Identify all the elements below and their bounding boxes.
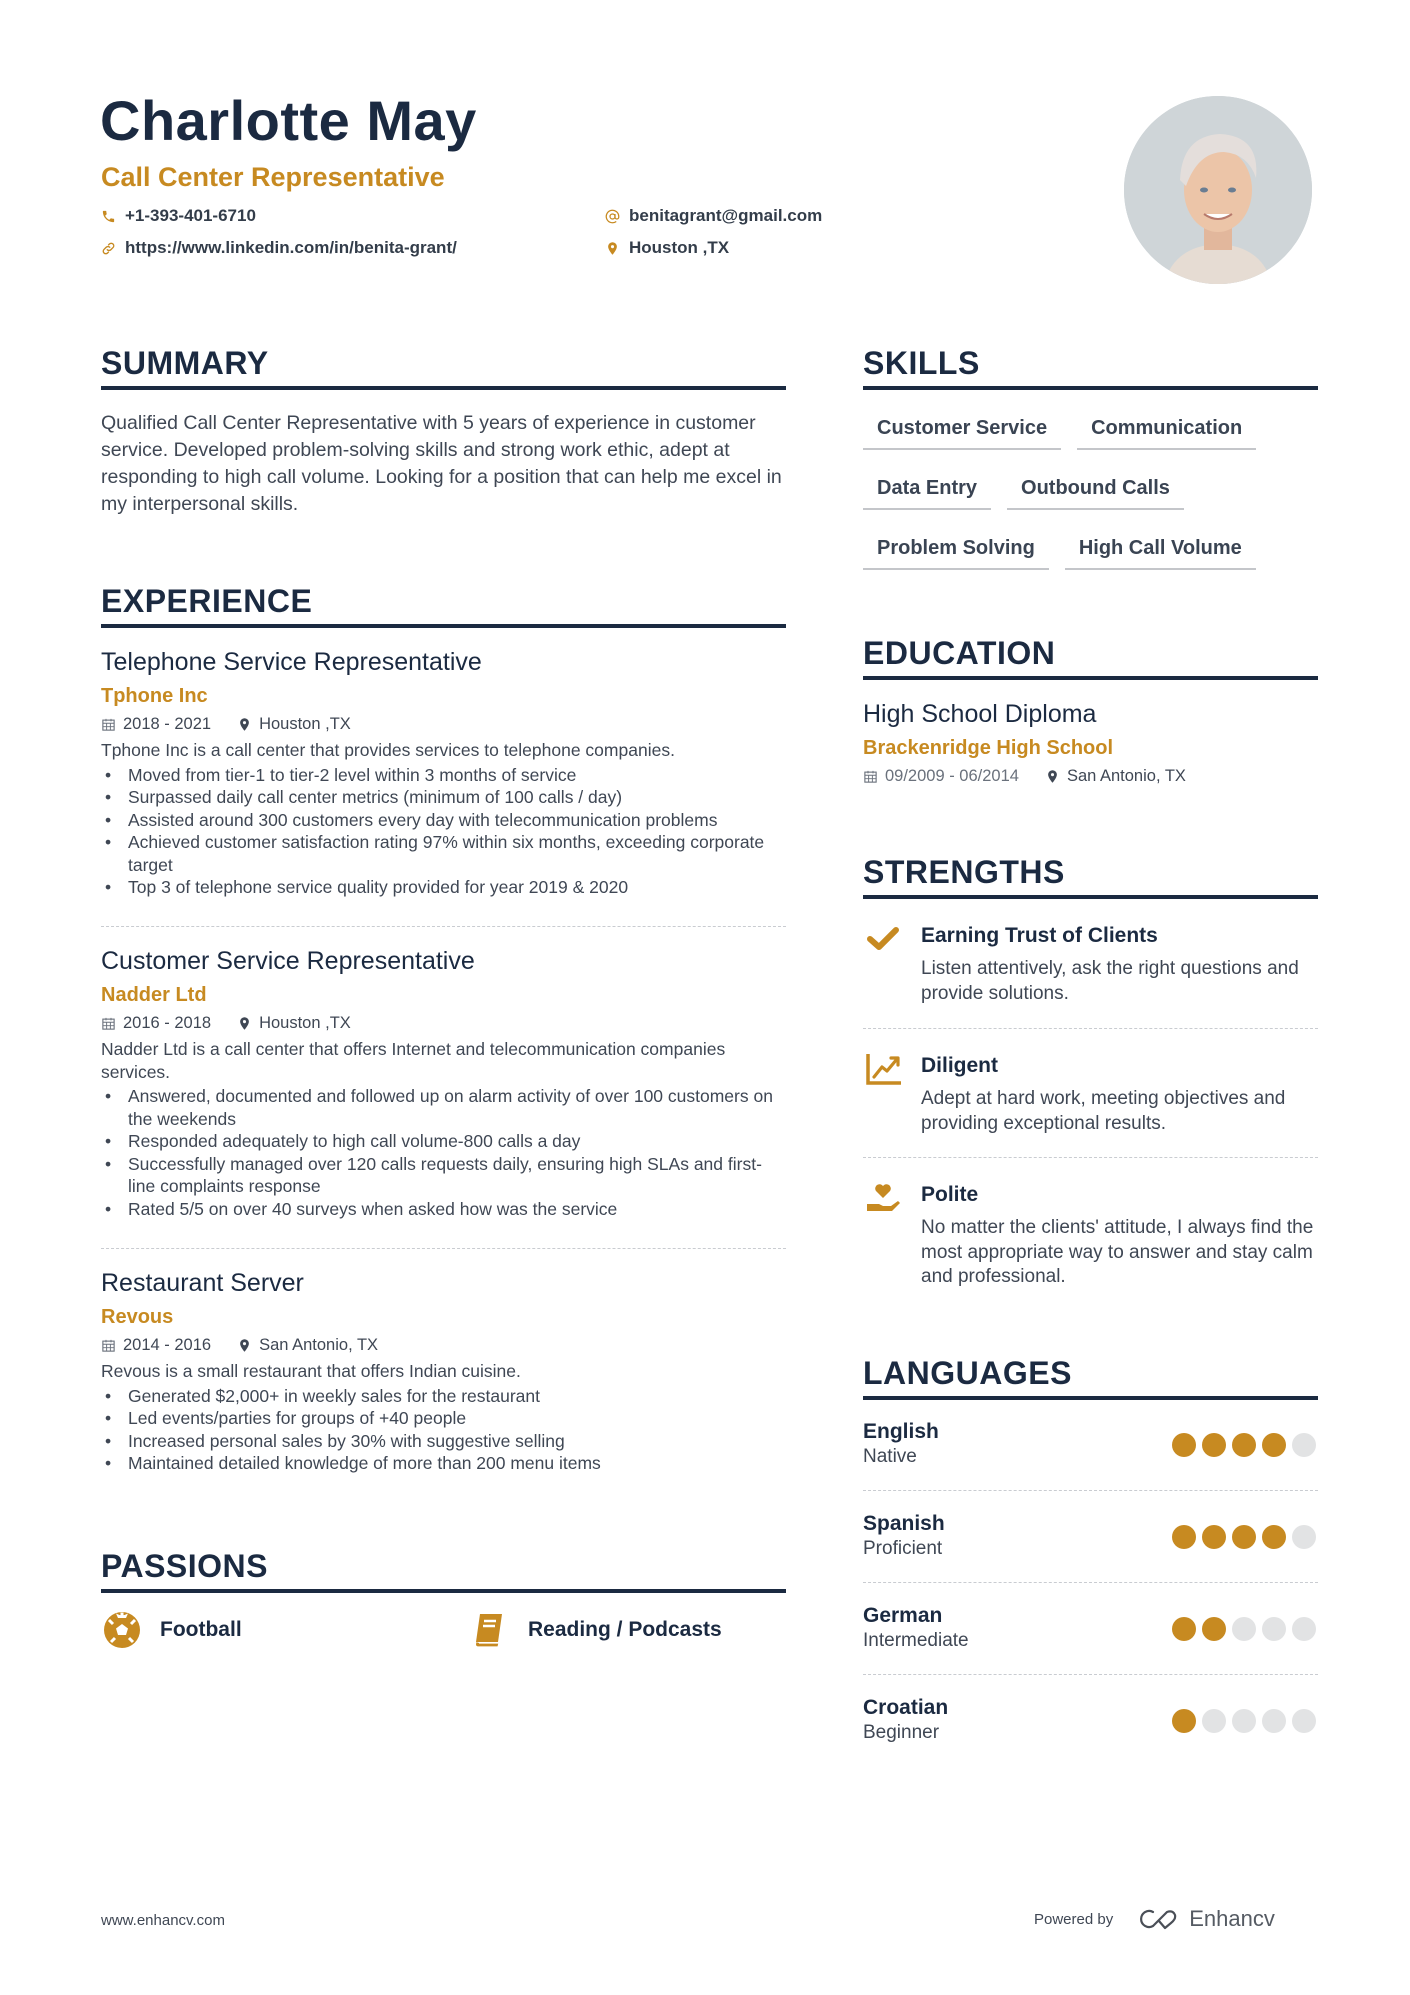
achievement-list: [101, 764, 786, 899]
email-link[interactable]: benitagrant@gmail.com: [629, 206, 823, 225]
proficiency-dots: [1172, 1709, 1316, 1733]
experience-divider: [101, 624, 786, 628]
company-name: Tphone Inc: [101, 685, 208, 707]
strengths-heading: STRENGTHS: [863, 854, 1065, 890]
linkedin-link[interactable]: https://www.linkedin.com/in/benita-grant/: [125, 238, 457, 257]
job-dates: 2014 - 2016: [101, 1333, 211, 1357]
job-entry: [101, 945, 786, 1220]
achievement-list: [101, 1385, 786, 1475]
strengths-divider: [863, 895, 1318, 899]
rating-dot-empty: [1262, 1709, 1286, 1733]
experience-heading: EXPERIENCE: [101, 583, 313, 619]
job-title: Restaurant Server: [101, 1269, 304, 1297]
language-separator: [863, 1582, 1318, 1583]
job-location: San Antonio, TX: [237, 1333, 378, 1357]
skill-tag: Problem Solving: [863, 532, 1049, 570]
rating-dot-empty: [1232, 1709, 1256, 1733]
skills-divider: [863, 386, 1318, 390]
skills-heading: SKILLS: [863, 345, 980, 381]
rating-dot-filled: [1262, 1433, 1286, 1457]
language-separator: [863, 1674, 1318, 1675]
job-title: Telephone Service Representative: [101, 648, 482, 676]
passions-heading: PASSIONS: [101, 1548, 268, 1584]
strength-separator: [863, 1028, 1318, 1029]
rating-dot-filled: [1232, 1525, 1256, 1549]
contact-email[interactable]: [605, 206, 822, 226]
map-pin-icon: [1045, 769, 1060, 784]
skill-tag: Data Entry: [863, 472, 991, 510]
trending-chart-icon: [865, 1053, 901, 1085]
passion-item: [102, 1610, 242, 1650]
portrait-illustration: [1124, 96, 1312, 284]
summary-text: Qualified Call Center Representative with 5 years of experience in customer service. Developed problem-solving skills and strong work ethic, adept at responding to high call volume. Looking for a position that can help me excel in my interpersonal skills.: [101, 412, 782, 515]
skill-tag: High Call Volume: [1065, 532, 1256, 570]
at-icon: [605, 209, 620, 224]
passion-label: Reading / Podcasts: [528, 1618, 722, 1641]
achievement-item: • Maintained detailed knowledge of more than 200 menu items: [101, 1452, 786, 1475]
education-entry: [863, 698, 1318, 788]
achievement-item: • Surpassed daily call center metrics (minimum of 100 calls / day): [101, 786, 786, 809]
job-title: Customer Service Representative: [101, 947, 475, 975]
company-description: Tphone Inc is a call center that provides services to telephone companies.: [101, 740, 675, 760]
company-description: Nadder Ltd is a call center that offers Internet and telecommunication companies services.: [101, 1039, 726, 1082]
skill-tag: Outbound Calls: [1007, 472, 1184, 510]
enhancv-logo[interactable]: Enhancv: [1137, 1906, 1275, 1932]
achievement-item: • Led events/parties for groups of +40 people: [101, 1407, 786, 1430]
achievement-item: • Generated $2,000+ in weekly sales for the restaurant: [101, 1385, 786, 1408]
school-name: Brackenridge High School: [863, 737, 1114, 759]
rating-dot-empty: [1292, 1617, 1316, 1641]
degree-title: High School Diploma: [863, 700, 1097, 728]
education-heading: EDUCATION: [863, 635, 1056, 671]
map-pin-icon: [605, 241, 620, 256]
book-icon: [470, 1610, 510, 1650]
contact-linkedin[interactable]: [101, 238, 457, 258]
rating-dot-empty: [1292, 1433, 1316, 1457]
footer-branding: [1034, 1906, 1275, 1932]
language-item: English Native: [863, 1418, 1318, 1469]
contact-location: [605, 238, 729, 258]
language-item: German Intermediate: [863, 1602, 1318, 1653]
enhancv-logo-icon: [1137, 1907, 1181, 1931]
calendar-icon: [863, 769, 878, 784]
phone-icon: [101, 209, 116, 224]
football-icon: [102, 1610, 142, 1650]
achievement-item: • Increased personal sales by 30% with suggestive selling: [101, 1430, 786, 1453]
map-pin-icon: [237, 717, 252, 732]
achievement-item: • Responded adequately to high call volume-800 calls a day: [101, 1130, 786, 1153]
language-item: Croatian Beginner: [863, 1694, 1318, 1745]
education-divider: [863, 676, 1318, 680]
rating-dot-filled: [1172, 1433, 1196, 1457]
rating-dot-filled: [1172, 1709, 1196, 1733]
summary-heading: SUMMARY: [101, 345, 269, 381]
company-name: Revous: [101, 1306, 174, 1328]
job-dates: 2016 - 2018: [101, 1011, 211, 1035]
skills-list: [863, 412, 1323, 592]
rating-dot-empty: [1292, 1709, 1316, 1733]
achievement-list: [101, 1085, 786, 1220]
job-meta: [101, 712, 786, 736]
language-separator: [863, 1490, 1318, 1491]
achievement-item: • Rated 5/5 on over 40 surveys when asked how was the service: [101, 1198, 786, 1221]
checkmark-icon: [865, 923, 901, 955]
calendar-icon: [101, 1338, 116, 1353]
strength-item: Diligent Adept at hard work, meeting objectives and providing exceptional results.: [863, 1051, 1318, 1136]
link-icon: [101, 241, 116, 256]
heart-hand-icon: [865, 1182, 901, 1214]
summary-divider: [101, 386, 786, 390]
rating-dot-empty: [1232, 1617, 1256, 1641]
company-description: Revous is a small restaurant that offers Indian cuisine.: [101, 1361, 521, 1381]
achievement-item: • Successfully managed over 120 calls requests daily, ensuring high SLAs and first-line complaints response: [101, 1153, 786, 1198]
achievement-item: • Answered, documented and followed up on alarm activity of over 100 customers on the weekends: [101, 1085, 786, 1130]
achievement-item: • Achieved customer satisfaction rating 97% within six months, exceeding corporate target: [101, 831, 786, 876]
achievement-item: • Top 3 of telephone service quality provided for year 2019 & 2020: [101, 876, 786, 899]
company-name: Nadder Ltd: [101, 984, 207, 1006]
location-text: Houston ,TX: [629, 238, 730, 257]
rating-dot-empty: [1202, 1709, 1226, 1733]
powered-by-text: Powered by: [1034, 1910, 1114, 1928]
achievement-item: • Assisted around 300 customers every day with telecommunication problems: [101, 809, 786, 832]
profile-photo: [1124, 96, 1312, 284]
candidate-title: Call Center Representative: [101, 162, 445, 192]
rating-dot-filled: [1262, 1525, 1286, 1549]
strength-item: Polite No matter the clients' attitude, I always find the most appropriate way to answer and stay calm and professional.: [863, 1180, 1318, 1290]
rating-dot-empty: [1262, 1617, 1286, 1641]
map-pin-icon: [237, 1338, 252, 1353]
rating-dot-filled: [1232, 1433, 1256, 1457]
proficiency-dots: [1172, 1433, 1316, 1457]
achievement-item: • Moved from tier-1 to tier-2 level within 3 months of service: [101, 764, 786, 787]
job-separator: [101, 1248, 786, 1249]
job-entry: [101, 1267, 786, 1475]
language-item: Spanish Proficient: [863, 1510, 1318, 1561]
rating-dot-filled: [1202, 1525, 1226, 1549]
job-location: Houston ,TX: [237, 1011, 351, 1035]
rating-dot-filled: [1202, 1617, 1226, 1641]
skill-tag: Communication: [1077, 412, 1256, 450]
job-entry: [101, 646, 786, 899]
contact-phone: [101, 206, 256, 226]
candidate-name: Charlotte May: [100, 89, 477, 152]
education-dates: 09/2009 - 06/2014: [863, 764, 1019, 788]
job-location: Houston ,TX: [237, 712, 351, 736]
strength-item: Earning Trust of Clients Listen attentively, ask the right questions and provide solutions.: [863, 921, 1318, 1006]
education-meta: [863, 764, 1318, 788]
passion-item: [470, 1610, 722, 1650]
job-separator: [101, 926, 786, 927]
calendar-icon: [101, 1016, 116, 1031]
skill-tag: Customer Service: [863, 412, 1061, 450]
proficiency-dots: [1172, 1617, 1316, 1641]
proficiency-dots: [1172, 1525, 1316, 1549]
footer-website-link[interactable]: www.enhancv.com: [101, 1912, 225, 1929]
strength-separator: [863, 1157, 1318, 1158]
passion-label: Football: [160, 1618, 242, 1641]
rating-dot-filled: [1172, 1525, 1196, 1549]
rating-dot-filled: [1202, 1433, 1226, 1457]
rating-dot-empty: [1292, 1525, 1316, 1549]
calendar-icon: [101, 717, 116, 732]
languages-heading: LANGUAGES: [863, 1355, 1072, 1391]
languages-divider: [863, 1396, 1318, 1400]
phone-text: +1-393-401-6710: [125, 206, 256, 225]
education-location: San Antonio, TX: [1045, 764, 1186, 788]
passions-divider: [101, 1589, 786, 1593]
job-meta: [101, 1333, 786, 1357]
rating-dot-filled: [1172, 1617, 1196, 1641]
map-pin-icon: [237, 1016, 252, 1031]
job-meta: [101, 1011, 786, 1035]
job-dates: 2018 - 2021: [101, 712, 211, 736]
